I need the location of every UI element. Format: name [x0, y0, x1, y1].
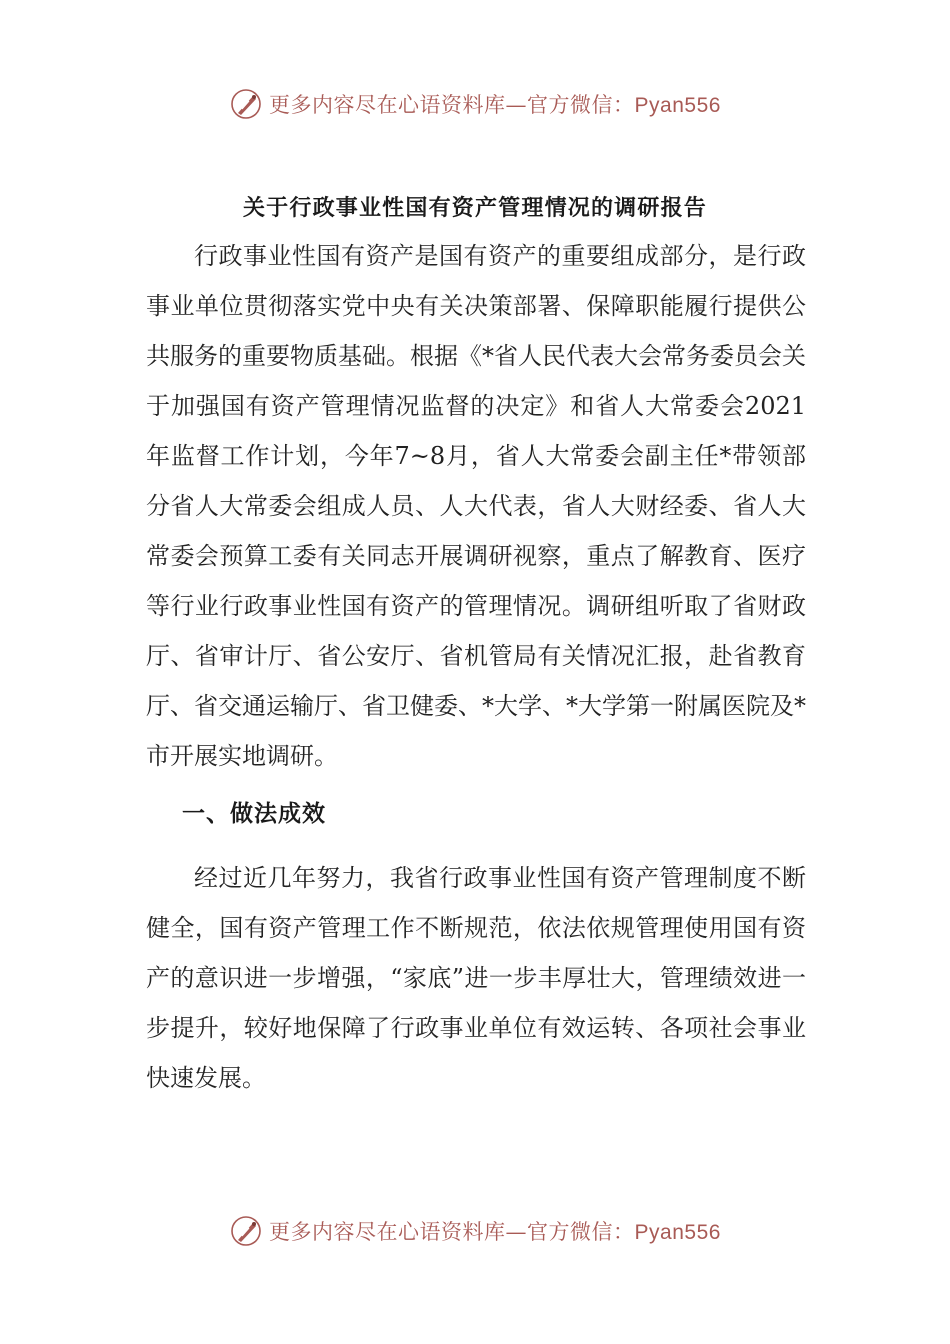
banner-text: 更多内容尽在心语资料库—官方微信： — [269, 93, 635, 117]
footer-watermark-banner — [0, 1211, 950, 1251]
document-title: 关于行政事业性国有资产管理情况的调研报告 — [242, 195, 707, 221]
body-paragraph-intro: 行政事业性国有资产是国有资产的重要组成部分，是行政事业单位贯彻落实党中央有关决策部署、保障职能履行提供公共服务的重要物质基础。根据《*省人民代表大会常务委员会关于加强国有资产管理情况监督的决定》和省人大常委会2021年监督工作计划，今年7~8月，省人大常委会副主任*带领部分省人大常委会组成人员、人大代表，省人大财经委、省人大常委会预算工委有关同志开展调研视察，重点了解教育、医疗等行业行政事业性国有资产的管理情况。调研组听取了省财政厅、省审计厅、省公安厅、省机管局有关情况汇报，赴省教育厅、省交通运输厅、省卫健委、*大学、*大学第一附属医院及*市开展实地调研。 — [146, 242, 806, 770]
banner-wechat-id: Pyan556 — [634, 1221, 721, 1244]
banner-wechat-id: Pyan556 — [634, 94, 721, 117]
quill-logo-icon — [229, 1214, 263, 1248]
header-watermark-banner — [0, 84, 950, 124]
quill-logo-icon — [229, 87, 263, 121]
banner-text: 更多内容尽在心语资料库—官方微信： — [269, 1220, 635, 1244]
body-paragraph-results: 经过近几年努力，我省行政事业性国有资产管理制度不断健全，国有资产管理工作不断规范，依法依规管理使用国有资产的意识进一步增强，“家底”进一步丰厚壮大，管理绩效进一步提升，较好地保障了行政事业单位有效运转、各项社会事业快速发展。 — [146, 864, 806, 1092]
section-heading: 一、做法成效 — [182, 801, 326, 827]
